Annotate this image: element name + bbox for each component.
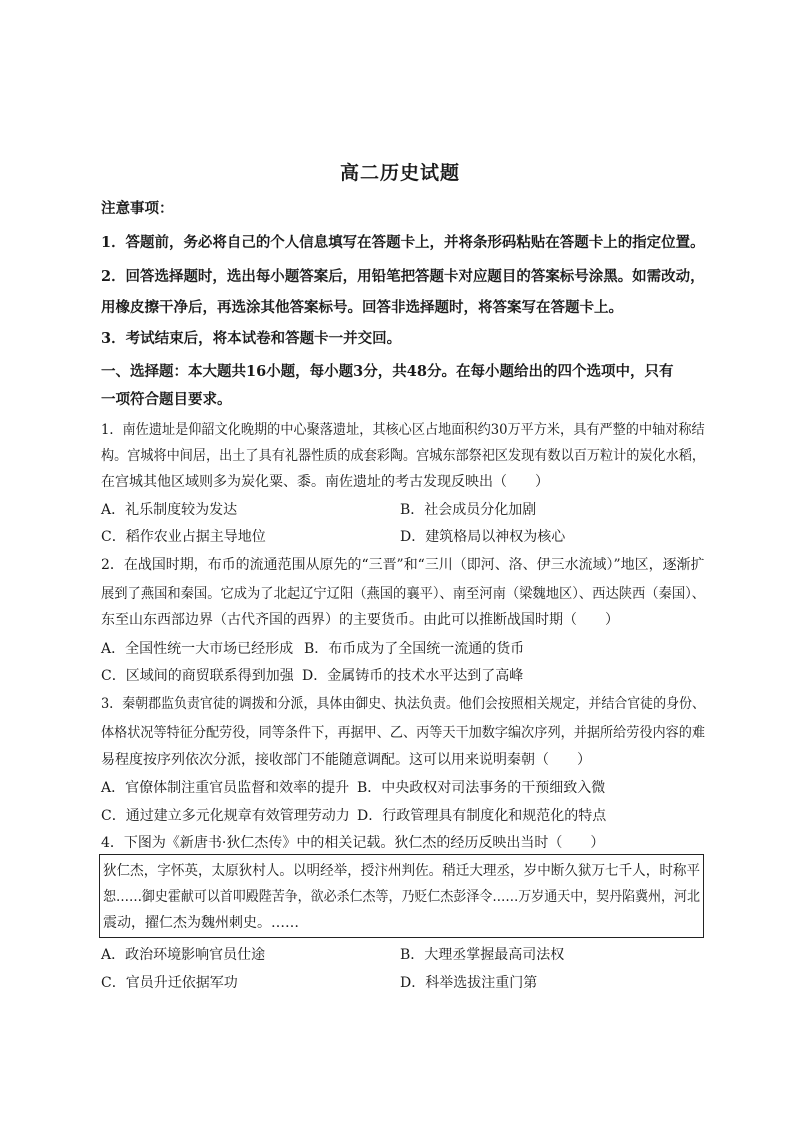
question-4-line-1: 4．下图为《新唐书·狄仁杰传》中的相关记载。狄仁杰的经历反映出当时（ ） xyxy=(101,835,605,851)
question-3-option-b: B．中央政权对司法事务的干预细致入微 xyxy=(357,780,606,796)
question-4-quote-line-2: 恕……御史霍献可以首叩殿陛苦争，欲必杀仁杰等，乃贬仁杰彭泽令……万岁通天中，契丹陷冀州，河北 xyxy=(103,889,700,905)
notice-item-3: 3．考试结束后，将本试卷和答题卡一并交回。 xyxy=(101,330,402,347)
question-3-line-1: 3．秦朝郡监负责官徒的调拨和分派，具体由御史、执法负责。他们会按照相关规定，并结合官徒的身份、 xyxy=(101,696,705,712)
question-2-option-d: D．金属铸币的技术水平达到了高峰 xyxy=(302,668,524,684)
section-1-heading-line-1: 一、选择题：本大题共16小题，每小题3分，共48分。在每小题给出的四个选项中，只有 xyxy=(101,363,674,380)
question-4-quote-box xyxy=(99,854,704,938)
section-1-heading-line-2: 一项符合题目要求。 xyxy=(101,391,232,408)
question-1-option-b: B．社会成员分化加剧 xyxy=(400,502,537,518)
question-3-option-c: C．通过建立多元化规章有效管理劳动力 xyxy=(101,808,350,824)
question-4-quote-line-1: 狄仁杰，字怀英，太原狄村人。以明经举，授汴州判佐。稍迁大理丞，岁中断久狱万七千人，时称平 xyxy=(103,863,701,879)
question-2-option-c: C．区域间的商贸联系得到加强 xyxy=(101,668,294,684)
notice-item-2-line-1: 2．回答选择题时，选出每小题答案后，用铅笔把答题卡对应题目的答案标号涂黑。如需改动， xyxy=(101,268,705,285)
notice-heading: 注意事项： xyxy=(101,200,174,217)
question-2-line-3: 东至山东西部边界（古代齐国的西界）的主要货币。由此可以推断战国时期（ ） xyxy=(101,612,619,628)
question-4-option-d: D．科举选拔注重门第 xyxy=(400,975,538,991)
question-4-option-c: C．官员升迁依据军功 xyxy=(101,975,238,991)
question-2-option-a: A．全国性统一大市场已经形成 xyxy=(101,641,294,657)
question-3-line-2: 体格状况等特征分配劳役，同等条件下，再据甲、乙、丙等天干加数字编次序列，并据所给劳役内容的难 xyxy=(101,725,706,741)
question-1-line-3: 在宫城其他区域则多为炭化粟、黍。南佐遗址的考古发现反映出（ ） xyxy=(101,474,549,490)
question-1-line-1: 1．南佐遗址是仰韶文化晚期的中心聚落遗址，其核心区占地面积约30万平方米，具有严整的中轴对称结 xyxy=(101,422,705,438)
question-4-option-a: A．政治环境影响官员仕途 xyxy=(101,947,266,963)
question-3-option-d: D．行政管理具有制度化和规范化的特点 xyxy=(357,808,607,824)
question-4-option-b: B．大理丞掌握最高司法权 xyxy=(400,947,565,963)
notice-item-1: 1．答题前，务必将自己的个人信息填写在答题卡上，并将条形码粘贴在答题卡上的指定位置。 xyxy=(101,234,705,251)
question-1-line-2: 构。宫城将中间居，出土了具有礼器性质的成套彩陶。宫城东部祭祀区发现有数以百万粒计的炭化水稻， xyxy=(101,448,706,464)
question-4-quote-line-3: 震动，擢仁杰为魏州刺史。…… xyxy=(103,915,299,931)
question-1-option-a: A．礼乐制度较为发达 xyxy=(101,502,238,518)
notice-item-2-line-2: 用橡皮擦干净后，再选涂其他答案标号。回答非选择题时，将答案写在答题卡上。 xyxy=(101,299,623,316)
question-2-line-1: 2．在战国时期，布币的流通范围从原先的“三晋”和“三川（即河、洛、伊三水流域）”地区，逐渐扩 xyxy=(101,557,705,573)
page-title: 高二历史试题 xyxy=(339,162,460,184)
question-2-line-2: 展到了燕国和秦国。它成为了北起辽宁辽阳（燕国的襄平）、南至河南（梁魏地区）、西达陕西（秦国）、 xyxy=(101,586,706,602)
question-2-option-b: B．布币成为了全国统一流通的货币 xyxy=(304,641,525,657)
question-1-option-d: D．建筑格局以神权为核心 xyxy=(400,529,566,545)
question-1-option-c: C．稻作农业占据主导地位 xyxy=(101,529,266,545)
question-3-option-a: A．官僚体制注重官员监督和效率的提升 xyxy=(101,780,350,796)
question-3-line-3: 易程度按序列依次分派，接收部门不能随意调配。这可以用来说明秦朝（ ） xyxy=(101,752,591,768)
